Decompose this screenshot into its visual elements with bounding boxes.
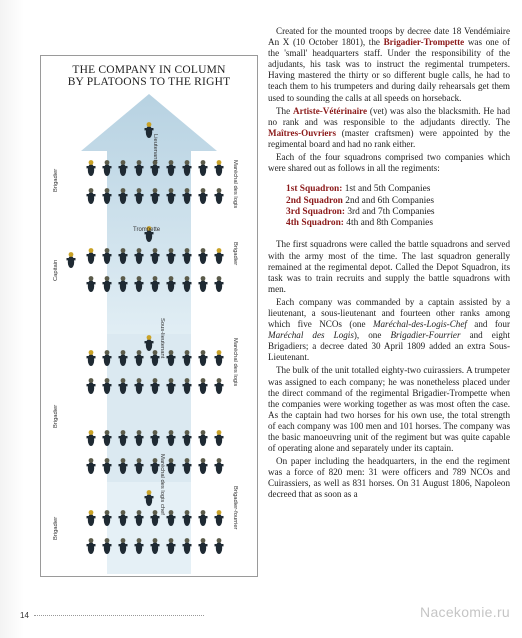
text-run: Created for the mounted troops by decree date 18 Vendémiaire An X (10 October 1801), the bbox=[268, 26, 510, 48]
label-lieutenant: Lieutenant bbox=[152, 134, 158, 162]
label-sous-lieutenant: Sous-lieutenant bbox=[159, 318, 165, 359]
term-marechal-des-logis: Maréchal des Logis bbox=[268, 330, 354, 341]
paragraph-squadrons-intro: Each of the four squadrons comprised two companies which were shared out as follows in all the regiments: bbox=[268, 152, 510, 174]
squadron-companies: 1st and 5th Companies bbox=[342, 184, 431, 195]
cuirassier-figure bbox=[87, 160, 96, 176]
text-run: and eight Brigadiers; a decree dated 30 April 1809 added an extra Sous-Lieutenant. bbox=[268, 330, 510, 363]
label-trompette: Trompette bbox=[133, 227, 161, 233]
squadron-name: 4th Squadron: bbox=[286, 218, 344, 229]
squadron-list bbox=[286, 184, 510, 229]
squadron-name: 2nd Squadron bbox=[286, 195, 343, 206]
cuirassier-figure bbox=[215, 248, 224, 264]
cuirassier-figure bbox=[215, 510, 224, 526]
cuirassier-figure bbox=[215, 188, 224, 204]
squadron-item bbox=[286, 196, 510, 207]
article-text bbox=[268, 26, 510, 503]
cuirassier-figure bbox=[215, 430, 224, 446]
cuirassier-figure bbox=[199, 248, 208, 264]
label-brigadier-fourrier: Brigadier-fourrier bbox=[232, 486, 238, 530]
cuirassier-figure bbox=[199, 188, 208, 204]
cuirassier-figure bbox=[87, 248, 96, 264]
term-maitres-ouvriers: Maîtres-Ouvriers bbox=[268, 127, 337, 138]
footer-rule bbox=[34, 615, 204, 616]
label-marechal-des-logis-chef: Maréchal des logis chef bbox=[159, 454, 165, 515]
cuirassier-figure bbox=[199, 430, 208, 446]
cuirassier-figure bbox=[87, 188, 96, 204]
term-artiste-veterinaire: Artiste-Vétérinaire bbox=[293, 105, 368, 116]
text-run: (master craftsmen) were appointed by the regimental board and had no rank either. bbox=[268, 127, 510, 149]
paragraph-battle-squadrons: The first squadrons were called the battle squadrons and served with the army most of the time. The last squadron generally remained at the regimental depot. Called the Depot Squadron, its task was to train recruits and supply the battle squadrons with men. bbox=[268, 239, 510, 294]
label-marechal-des-logis-2: Maréchal des logis bbox=[232, 338, 238, 387]
text-run: and four bbox=[466, 319, 511, 330]
text-run: Each company was commanded by a captain assisted by a lieutenant, a sous-lieutenant and fourteen other ranks among which five NCOs (one bbox=[268, 296, 510, 330]
squadron-companies: 2nd and 6th Companies bbox=[342, 195, 435, 206]
cuirassier-figure bbox=[87, 378, 96, 394]
cuirassier-figure bbox=[87, 458, 96, 474]
cuirassier-figure bbox=[87, 538, 96, 554]
diagram-title-line2: BY PLATOONS TO THE RIGHT bbox=[67, 76, 231, 88]
paragraph-company-command bbox=[268, 297, 510, 364]
paragraph-unit-bulk: The bulk of the unit totalled eighty-two cuirassiers. A trumpeter was assigned to each company; he was nonetheless placed under the direct command of the regimental Brigadier-Trompette when the companies were working together as was most often the case. As the captain had two horses for his own use, the total strength of each company was 100 men and 101 horses. The company was the basic manoeuvring unit of the regiment but was quite capable of operating alone and separately under its captain. bbox=[268, 365, 510, 454]
paragraph-veterinaire bbox=[268, 106, 510, 150]
text-run: (vet) was also the blacksmith. He had no rank and was responsible to the adjudants directly. The bbox=[268, 105, 510, 127]
cuirassier-figure bbox=[215, 378, 224, 394]
squadron-name: 1st Squadron: bbox=[286, 184, 343, 195]
cuirassier-figure bbox=[199, 160, 208, 176]
term-brigadier-fourrier: Brigadier-Fourrier bbox=[390, 330, 461, 341]
term-marechal-des-logis-chef: Maréchal-des-Logis-Chef bbox=[372, 319, 467, 330]
cuirassier-figure bbox=[87, 350, 96, 366]
label-brigadier-3: Brigadier bbox=[53, 404, 59, 428]
paragraph-regiment-force: On paper including the headquarters, in the end the regiment was a force of 820 men: 31 were officers and 789 NCOs and Cuirassiers, as well as 831 horses. On 31 August 1806, Napoleon decreed that as soon as a bbox=[268, 456, 510, 500]
cuirassier-figure bbox=[215, 276, 224, 292]
cuirassier-figure bbox=[199, 350, 208, 366]
cuirassier-figure bbox=[199, 378, 208, 394]
squadron-item bbox=[286, 184, 510, 195]
diagram-title-line1: THE COMPANY IN COLUMN bbox=[72, 64, 226, 76]
label-brigadier-4: Brigadier bbox=[53, 516, 59, 540]
cuirassier-figure bbox=[199, 458, 208, 474]
label-brigadier-1: Brigadier bbox=[53, 168, 59, 192]
paragraph-brigadier-trompette bbox=[268, 26, 510, 104]
cuirassier-figure bbox=[87, 510, 96, 526]
page-number: 14 bbox=[20, 611, 29, 620]
cuirassier-figure bbox=[87, 430, 96, 446]
squadron-name: 3rd Squadron: bbox=[286, 206, 345, 217]
cuirassier-figure bbox=[215, 458, 224, 474]
cuirassier-figure bbox=[215, 350, 224, 366]
company-column-diagram bbox=[40, 55, 258, 577]
text-run: ), one bbox=[353, 330, 391, 341]
watermark: Nacekomie.ru bbox=[420, 604, 510, 620]
cuirassier-figure bbox=[199, 538, 208, 554]
cuirassier-figure bbox=[199, 510, 208, 526]
cuirassier-figure bbox=[87, 276, 96, 292]
text-run: The bbox=[276, 105, 293, 116]
label-capitain: Capitain bbox=[53, 259, 59, 281]
squadron-item bbox=[286, 207, 510, 218]
squadron-companies: 4th and 8th Companies bbox=[343, 218, 433, 229]
captain-figure bbox=[67, 252, 76, 268]
label-brigadier-2: Brigadier bbox=[232, 242, 238, 266]
cuirassier-figure bbox=[215, 160, 224, 176]
text-run: was one of the 'small' headquarters staff. Under the responsibility of the adjudants, his task was to instruct the regimental trumpeters. Having mastered the thirty or so different bugle calls, he had to teach them to his trumpeters and during daily rehearsals get them used to sounding the calls at all speeds on horseback. bbox=[268, 37, 510, 103]
cuirassier-figure bbox=[215, 538, 224, 554]
term-brigadier-trompette: Brigadier-Trompette bbox=[383, 37, 465, 48]
squadron-companies: 3rd and 7th Companies bbox=[344, 206, 435, 217]
cuirassier-figure bbox=[199, 276, 208, 292]
label-marechal-des-logis-1: Maréchal des logis bbox=[232, 160, 238, 209]
formation-arrow bbox=[41, 56, 257, 576]
squadron-item bbox=[286, 218, 510, 229]
